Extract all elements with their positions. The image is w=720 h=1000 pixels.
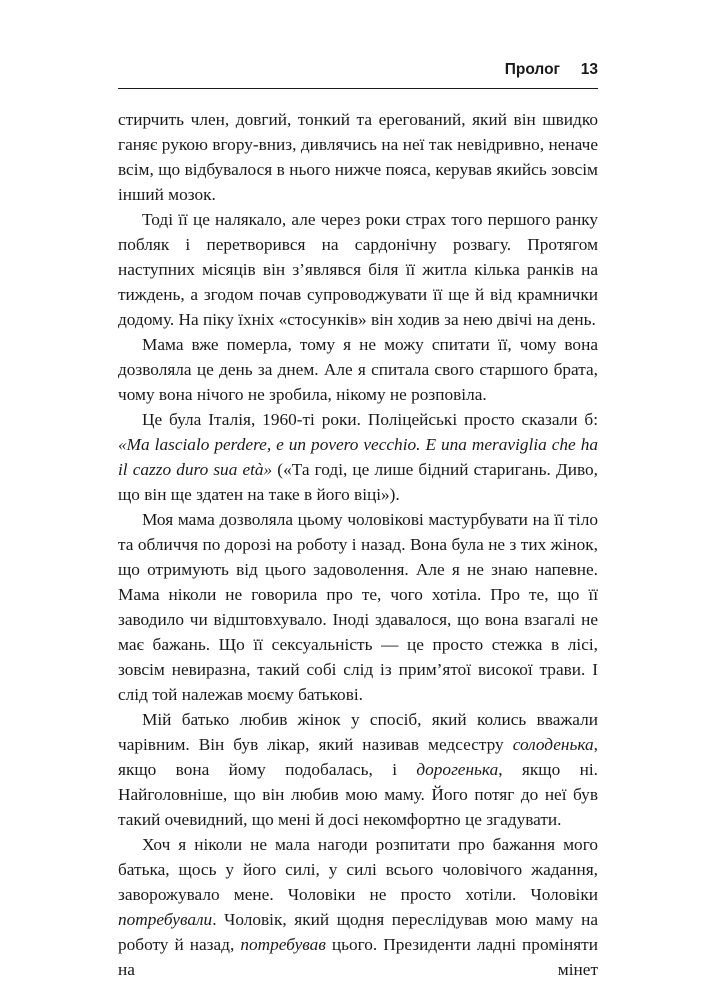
text-run: цього. Президенти ладні проміняти на мінет bbox=[118, 935, 598, 979]
text-run: стирчить член, довгий, тонкий та ерегований, який він швидко ганяє рукою вгору-вниз, дивлячись на неї так невідривно, неначе всім, що відбувалося в нього нижче пояса, керував якийсь зовсім інший мозок. bbox=[118, 110, 598, 204]
text-run: , якщо вона йому подобалась, і bbox=[118, 735, 598, 779]
text-run: Тоді її це налякало, але через роки страх того першого ранку побляк і перетворився на сардонічну розвагу. Протягом наступних місяців він з’являвся біля її житла кілька ранків на тиждень, а згодом почав супроводжувати її ще й від крамнички додому. На піку їхніх «стосунків» він ходив за нею двічі на день. bbox=[118, 210, 598, 329]
italic-term: дорогенька bbox=[416, 760, 499, 779]
text-run: . Чоловік, який щодня переслідував мою маму на роботу й назад, bbox=[118, 910, 598, 954]
paragraph bbox=[118, 832, 598, 982]
text-run: Хоч я ніколи не мала нагоди розпитати про бажання мого батька, щось у його силі, у силі всього чоловічого жадання, заворожувало мене. Чоловіки не просто хотіли. Чоловіки bbox=[118, 835, 598, 904]
italic-term: солоденька bbox=[512, 735, 594, 754]
paragraph bbox=[118, 332, 598, 407]
italic-quote: «Ma lascialo perdere, e un povero vecchio. E una meraviglia che ha il cazzo duro sua età» bbox=[118, 435, 598, 479]
paragraph bbox=[118, 107, 598, 207]
text-run: Мій батько любив жінок у спосіб, який колись вважали чарівним. Він був лікар, який називав медсестру bbox=[118, 710, 598, 754]
italic-term: потребували bbox=[118, 910, 213, 929]
chapter-title: Пролог bbox=[504, 61, 560, 78]
header-rule bbox=[118, 88, 598, 89]
paragraph bbox=[118, 507, 598, 707]
body-text bbox=[118, 107, 598, 982]
text-run: Мама вже померла, тому я не можу спитати її, чому вона дозволяла це день за днем. Але я спитала свого старшого брата, чому вона нічого не зробила, нікому не розповіла. bbox=[118, 335, 598, 404]
paragraph bbox=[118, 407, 598, 507]
page-number: 13 bbox=[580, 61, 598, 78]
text-run: Моя мама дозволяла цьому чоловікові мастурбувати на її тіло та обличчя по дорозі на роботу і назад. Вона була не з тих жінок, що отримують від цього задоволення. Але я не знаю напевне. Мама ніколи не говорила про те, чого хотіла. Про те, що її заводило чи відштовхувало. Іноді здавалося, що вона взагалі не має бажань. Що її сексуальність — це просто стежка в лісі, зовсім невиразна, такий собі слід із прим’ятої високої трави. І слід той належав моєму батькові. bbox=[118, 510, 598, 704]
italic-term: потребував bbox=[240, 935, 326, 954]
text-run: , якщо ні. Найголовніше, що він любив мою маму. Його потяг до неї був такий очевидний, що мені й досі некомфортно це згадувати. bbox=[118, 760, 598, 829]
paragraph bbox=[118, 707, 598, 832]
paragraph bbox=[118, 207, 598, 332]
running-header bbox=[118, 58, 598, 82]
text-run: Це була Італія, 1960-ті роки. Поліцейські просто сказали б: bbox=[142, 410, 598, 429]
text-run: («Та годі, це лише бідний старигань. Диво, що він ще здатен на таке в його віці»). bbox=[118, 460, 598, 504]
